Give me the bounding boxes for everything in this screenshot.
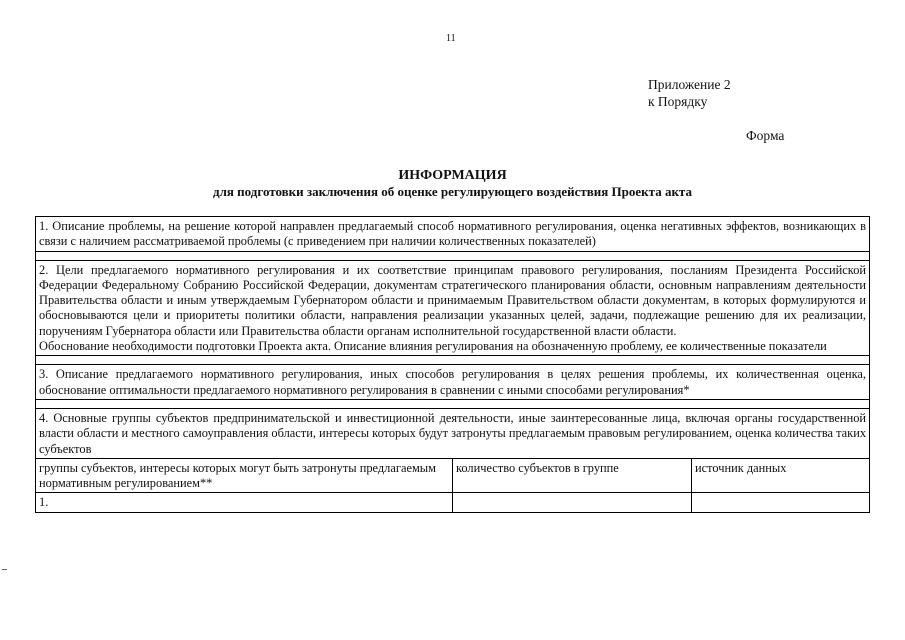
section-2-text: 2. Цели предлагаемого нормативного регулирования и их соответствие принципам правового регулирования, посланиям Президента Российской Федерации Федеральному Собранию Российской Федерации, документам стратегического планирования области, основным направлениям деятельности Правительства области и иным утверждаемым Губернатором области и принимаемым Правительством области документам, в которых формулируются и обосновываются цели и приоритеты политики области, направления реализации указанных целей, задачи, подлежащие решению для их реализации, поручениям Губернатора области или Правительства области органам исполнительной государственной власти области.: [39, 262, 867, 338]
page-number: 11: [446, 33, 456, 44]
section-1-answer-field[interactable]: [36, 251, 870, 260]
subject-groups-header: группы субъектов, интересы которых могут быть затронуты предлагаемым нормативным регулированием**: [36, 458, 453, 493]
section-3-answer-row: [36, 399, 870, 408]
margin-mark: [2, 569, 7, 570]
section-3-answer-field[interactable]: [36, 399, 870, 408]
section-4-text: 4. Основные группы субъектов предпринимательской и инвестиционной деятельности, иные заинтересованные лица, включая органы государственной власти области и местного самоуправления области, интересы которых будут затронуты предлагаемым правовым регулированием, оценка количества таких субъектов: [36, 408, 870, 458]
subject-group-cell[interactable]: 1.: [36, 493, 453, 512]
section-2-answer-row: [36, 356, 870, 365]
subjects-count-cell[interactable]: [453, 493, 692, 512]
form-label: Форма: [746, 128, 785, 143]
information-form-table: [35, 216, 870, 513]
document-title: ИНФОРМАЦИЯ: [398, 168, 507, 183]
section-3-text: 3. Описание предлагаемого нормативного регулирования, иных способов регулирования в целях решения проблемы, их количественная оценка, обоснование оптимальности предлагаемого нормативного регулирования в сравнении с иными способами регулирования*: [36, 365, 870, 400]
document-subtitle: для подготовки заключения об оценке регулирующего воздействия Проекта акта: [213, 184, 692, 199]
annex-line-1: Приложение 2: [648, 77, 731, 92]
section-1-text: 1. Описание проблемы, на решение которой направлен предлагаемый способ нормативного регулирования, оценка негативных эффектов, возникающих в связи с наличием рассматриваемой проблемы (с приведением при наличии количественных показателей): [36, 217, 870, 252]
section-3-row: [36, 365, 870, 400]
section-1-answer-row: [36, 251, 870, 260]
section-2-row: [36, 260, 870, 356]
section-2-cell: [36, 260, 870, 356]
section-2-answer-field[interactable]: [36, 356, 870, 365]
section-1-row: [36, 217, 870, 252]
section-4-row: [36, 408, 870, 458]
subtable-header-row: [36, 458, 870, 493]
subjects-count-header: количество субъектов в группе: [453, 458, 692, 493]
table-row: [36, 493, 870, 512]
section-2-justification-text: Обоснование необходимости подготовки Проекта акта. Описание влияния регулирования на обозначенную проблему, ее количественные показатели: [39, 339, 827, 354]
annex-line-2: к Порядку: [648, 94, 708, 109]
data-source-header: источник данных: [692, 458, 870, 493]
data-source-cell[interactable]: [692, 493, 870, 512]
annex-reference: [648, 76, 731, 110]
